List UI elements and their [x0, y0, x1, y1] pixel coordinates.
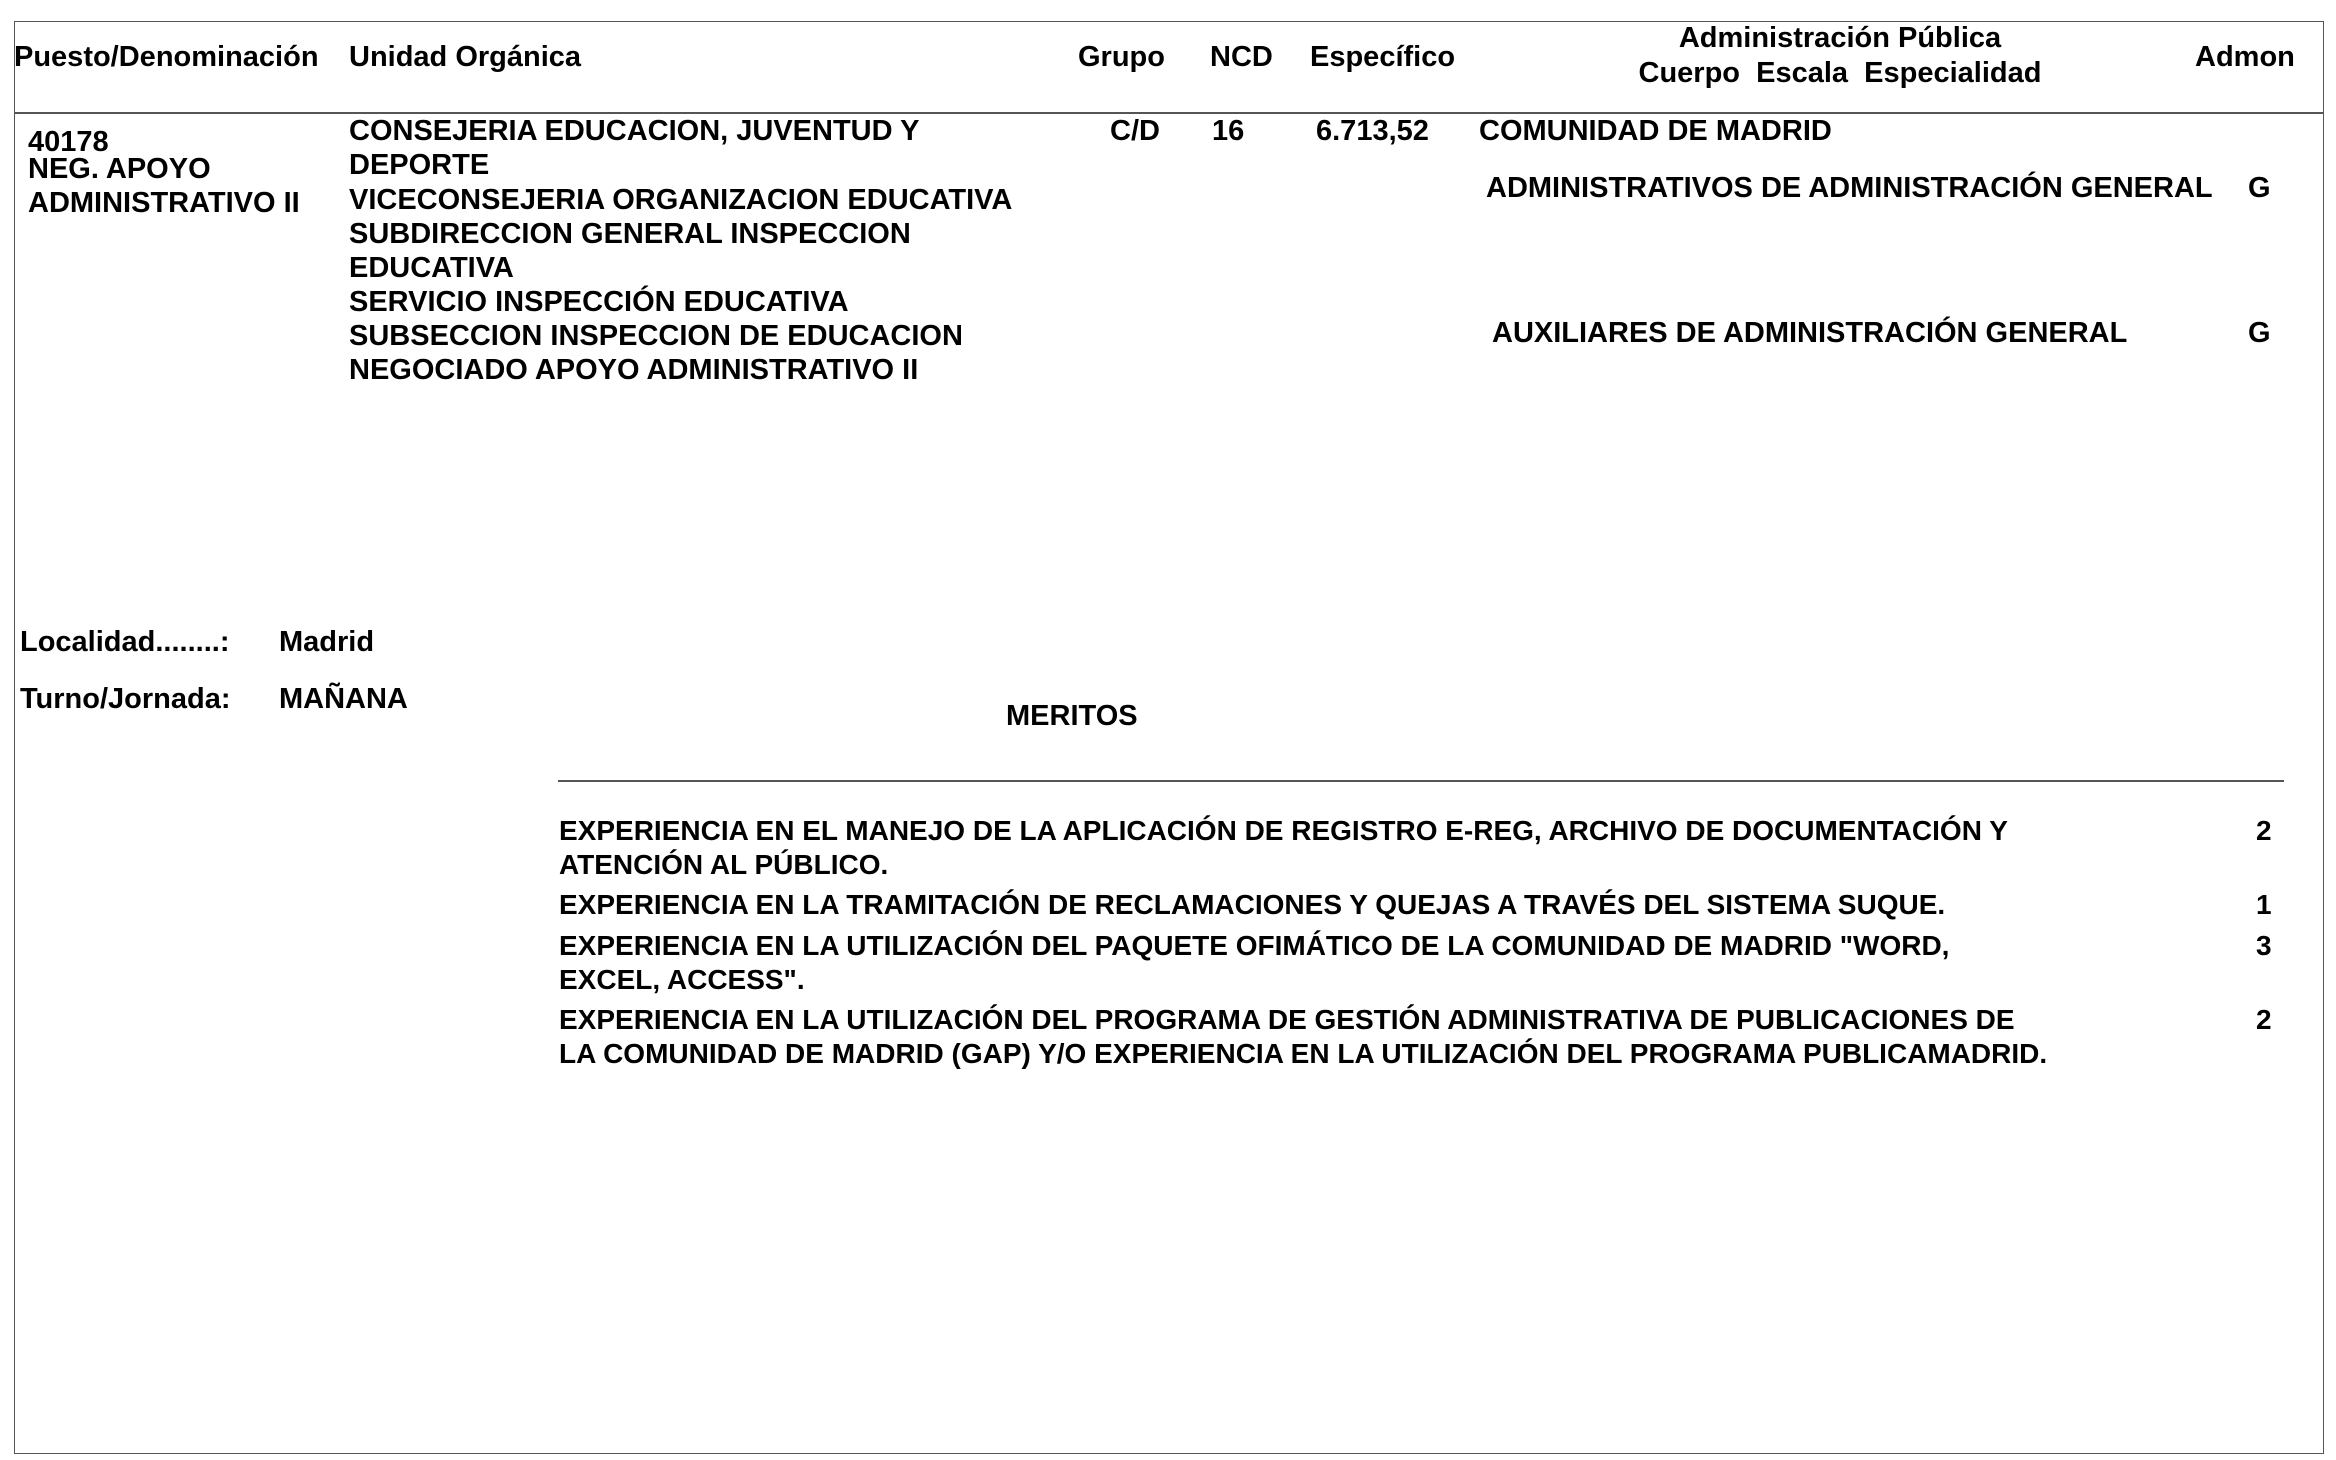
header-puesto: Puesto/Denominación [14, 41, 319, 73]
merito-points: 2 [2256, 815, 2272, 846]
position-denominacion-2: ADMINISTRATIVO II [28, 187, 300, 219]
merito-points: 3 [2256, 930, 2272, 961]
meritos-divider [558, 780, 2284, 782]
header-cuerpo-escala: Cuerpo Escala Especialidad [1638, 57, 2042, 89]
position-especifico: 6.713,52 [1316, 115, 1429, 147]
merito-line: EXPERIENCIA EN LA UTILIZACIÓN DEL PROGRAMA DE GESTIÓN ADMINISTRATIVA DE PUBLICACIONES DE [559, 1004, 2015, 1035]
unidad-line: SUBSECCION INSPECCION DE EDUCACION [349, 320, 963, 352]
unidad-line: SERVICIO INSPECCIÓN EDUCATIVA [349, 286, 849, 318]
merito-points: 1 [2256, 889, 2272, 920]
position-code: 40178 [28, 126, 109, 158]
unidad-line: VICECONSEJERIA ORGANIZACION EDUCATIVA [349, 184, 1013, 216]
merito-line: EXPERIENCIA EN LA TRAMITACIÓN DE RECLAMACIONES Y QUEJAS A TRAVÉS DEL SISTEMA SUQUE. [559, 889, 1946, 920]
merito-line: LA COMUNIDAD DE MADRID (GAP) Y/O EXPERIENCIA EN LA UTILIZACIÓN DEL PROGRAMA PUBLICAMADRID. [559, 1038, 2048, 1069]
position-administracion: COMUNIDAD DE MADRID [1479, 115, 1832, 147]
localidad-value: Madrid [279, 626, 375, 658]
unidad-line: EDUCATIVA [349, 252, 514, 284]
unidad-line: SUBDIRECCION GENERAL INSPECCION [349, 218, 911, 250]
header-especifico: Específico [1310, 41, 1456, 73]
merito-line: EXCEL, ACCESS". [559, 964, 805, 995]
merito-line: ATENCIÓN AL PÚBLICO. [559, 849, 889, 880]
header-grupo: Grupo [1078, 41, 1165, 73]
meritos-title: MERITOS [1006, 700, 1138, 732]
unidad-line: NEGOCIADO APOYO ADMINISTRATIVO II [349, 354, 919, 386]
header-admon: Admon [2195, 41, 2295, 73]
unidad-line: CONSEJERIA EDUCACION, JUVENTUD Y [349, 115, 920, 147]
localidad-label: Localidad........: [20, 626, 230, 658]
cuerpo-name: ADMINISTRATIVOS DE ADMINISTRACIÓN GENERAL [1486, 172, 2213, 204]
header-admin-publica: Administración Pública [1678, 22, 2002, 54]
turno-label: Turno/Jornada: [20, 683, 231, 715]
cuerpo-admon: G [2248, 172, 2271, 204]
cuerpo-admon: G [2248, 317, 2271, 349]
position-ncd: 16 [1212, 115, 1245, 147]
merito-points: 2 [2256, 1004, 2272, 1035]
position-denominacion-1: NEG. APOYO [28, 153, 211, 185]
turno-value: MAÑANA [279, 683, 408, 715]
cuerpo-name: AUXILIARES DE ADMINISTRACIÓN GENERAL [1492, 317, 2128, 349]
position-grupo: C/D [1110, 115, 1160, 147]
header-unidad: Unidad Orgánica [349, 41, 582, 73]
merito-line: EXPERIENCIA EN EL MANEJO DE LA APLICACIÓN DE REGISTRO E-REG, ARCHIVO DE DOCUMENTACIÓN Y [559, 815, 2008, 846]
unidad-line: DEPORTE [349, 149, 490, 181]
merito-line: EXPERIENCIA EN LA UTILIZACIÓN DEL PAQUETE OFIMÁTICO DE LA COMUNIDAD DE MADRID "WORD, [559, 930, 1950, 961]
header-ncd: NCD [1210, 41, 1273, 73]
